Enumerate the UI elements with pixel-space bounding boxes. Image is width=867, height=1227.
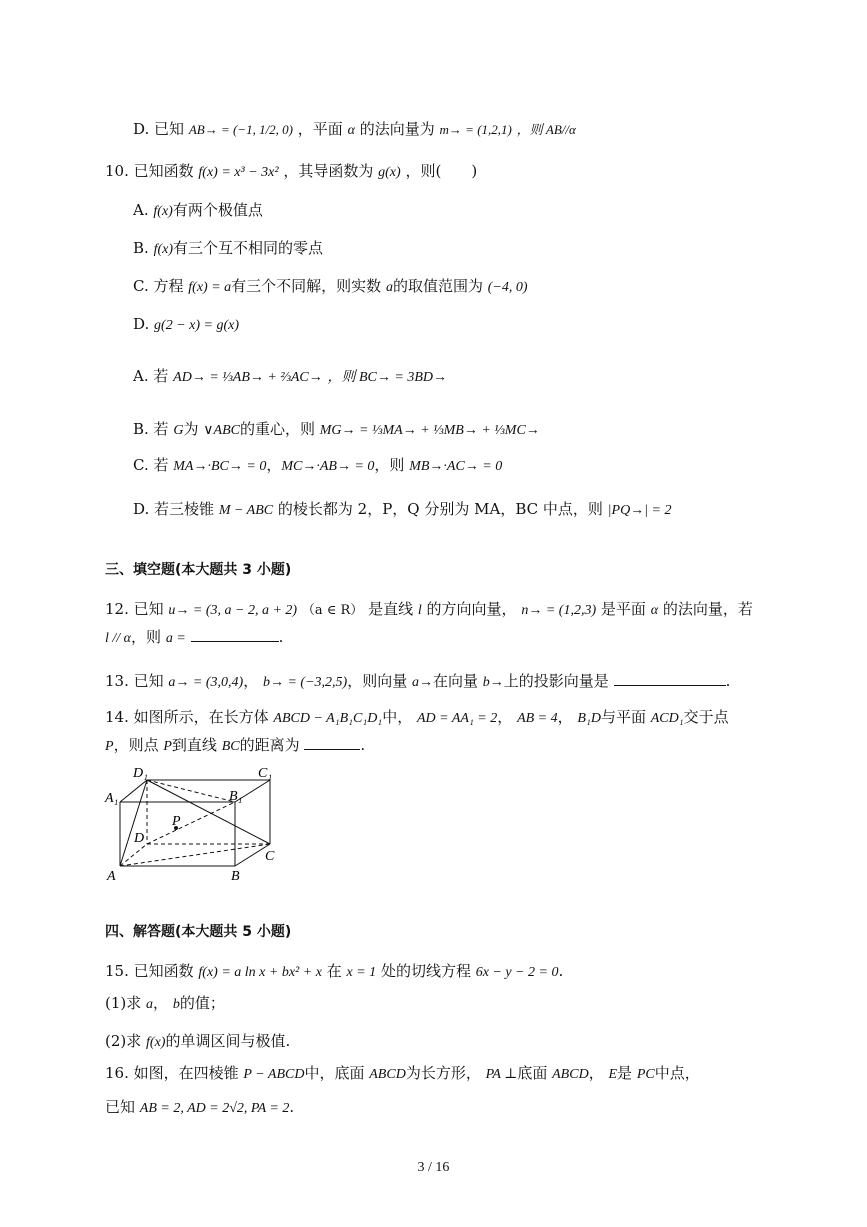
q10-prefix: 10. 已知函数 — [105, 162, 194, 180]
q9d-alpha: α — [347, 123, 355, 138]
q16-end: . — [289, 1098, 295, 1116]
section-3-heading: 三、填空题(本大题共 3 小题) — [105, 562, 292, 578]
q10d-math: g(2 − x) = g(x) — [154, 318, 240, 333]
q15-prefix: 15. 已知函数 — [105, 962, 194, 980]
q13 — [105, 670, 730, 694]
q15-text: 在 — [326, 962, 342, 980]
q14-cond1: AD = AA₁ = 2 — [416, 711, 498, 726]
q11-option-b — [133, 418, 540, 442]
q13-b2: b→ — [482, 675, 504, 690]
q14-sep2: ， — [557, 708, 573, 726]
q11d-math2: |PQ→| = 2 — [607, 503, 672, 518]
q14-solid: ABCD − A₁B₁C₁D₁ — [273, 711, 383, 726]
q9d-vector: AB→ = (−1, 1/2, 0) — [188, 122, 294, 137]
page-number: 3 / 16 — [417, 1160, 450, 1175]
q15-end: . — [558, 962, 564, 980]
q15-p1-text: 的值； — [179, 994, 225, 1012]
q14-end: . — [360, 736, 366, 754]
q14-sep: ， — [497, 708, 513, 726]
q10-stem — [105, 160, 477, 184]
q10b-label: B. — [133, 239, 149, 257]
q14-text: 与平面 — [600, 708, 646, 726]
q12-parallel: l // α — [105, 631, 132, 646]
label-a: A — [107, 869, 116, 884]
q16-base: ABCD — [369, 1067, 406, 1082]
q13-a2: a→ — [412, 675, 433, 690]
q10c-range: (−4, 0) — [487, 280, 528, 295]
q12-cond: （a ∈ R） — [301, 603, 364, 618]
label-b: B — [231, 869, 240, 884]
q14-text-to-line: 到直线 — [171, 736, 217, 754]
q16-line1 — [105, 1062, 700, 1086]
q10a-math: f(x) — [153, 204, 173, 219]
q16-line2 — [105, 1096, 294, 1120]
q10b-text: 有三个互不相同的零点 — [173, 239, 324, 257]
q9d-mid: ，平面 — [297, 120, 343, 138]
label-d: D — [134, 831, 145, 846]
q15-p2-text: 的单调区间与极值. — [165, 1032, 291, 1050]
q16-solid: P − ABCD — [243, 1067, 305, 1082]
label-c1: C₁ — [258, 766, 273, 781]
q15-x1: x = 1 — [346, 965, 377, 980]
q10c-text: 有三个不同解，则实数 — [231, 277, 382, 295]
q11-option-a — [133, 365, 447, 389]
q12-answer-blank[interactable] — [191, 627, 279, 642]
q11c-math1: MA→·BC→ = 0 — [173, 459, 267, 474]
label-d1: D₁ — [133, 766, 148, 781]
q15-part2 — [105, 1030, 290, 1054]
q11b-tri: ∨ABC — [203, 423, 240, 438]
q16-pa: PA ⊥ — [485, 1067, 518, 1082]
q10d-label: D. — [133, 315, 150, 333]
q15-func: f(x) = a ln x + bx² + x — [198, 965, 322, 980]
q12-text4: 的法向量，若 — [662, 600, 753, 618]
q14-bc: BC — [221, 739, 240, 754]
q16-sep: ， — [588, 1064, 604, 1082]
q12-prefix: 12. 已知 — [105, 600, 164, 618]
q15-text2: 处的切线方程 — [380, 962, 471, 980]
q16-base2: ABCD — [552, 1067, 589, 1082]
q11b-text: 为 — [183, 420, 199, 438]
q14-p: P — [105, 739, 114, 754]
q13-prefix: 13. 已知 — [105, 672, 164, 690]
q11a-tail: ，则 BC→ = 3BD→ — [327, 370, 447, 385]
q16-text4: 是 — [617, 1064, 633, 1082]
q12-line1 — [105, 598, 753, 622]
q15-p1-label: (1)求 — [105, 994, 142, 1012]
q14-p2: P — [163, 739, 172, 754]
q14-b1d: B₁D — [577, 711, 601, 726]
q16-given: 已知 — [105, 1098, 136, 1116]
section-4-heading: 四、解答题(本大题共 5 小题) — [105, 924, 292, 940]
q13-end: . — [725, 672, 731, 690]
q9d-mid2: 的法向量为 — [359, 120, 435, 138]
q11d-math: M − ABC — [218, 503, 274, 518]
q14-mid: 中， — [382, 708, 413, 726]
q14-distance: 的距离为 — [239, 736, 300, 754]
q16-text2: 为长方形， — [405, 1064, 481, 1082]
q10c-a: a — [385, 280, 393, 295]
q14-line2 — [105, 734, 365, 758]
q15-p1-sep: ， — [153, 994, 169, 1012]
q12-then: ，则 — [131, 628, 162, 646]
q16-pc: PC — [636, 1067, 655, 1082]
q12-n: n→ = (1,2,3) — [521, 603, 597, 618]
label-c: C — [265, 849, 275, 864]
q16-e: E — [608, 1067, 618, 1082]
q11b-label: B. 若 — [133, 420, 169, 438]
q10c-text2: 的取值范围为 — [392, 277, 483, 295]
q13-a: a→ = (3,0,4) — [168, 675, 244, 690]
q14-plane: ACD₁ — [650, 711, 684, 726]
q12-text: 是直线 — [368, 600, 414, 618]
q9d-prefix: D. 已知 — [133, 120, 185, 138]
q10b-math: f(x) — [153, 242, 174, 257]
q12-text3: 是平面 — [600, 600, 646, 618]
q12-alpha: α — [650, 603, 659, 618]
q16-text3: 底面 — [517, 1064, 548, 1082]
q11c-math2: MC→·AB→ = 0 — [281, 459, 375, 474]
label-b1: B₁ — [229, 789, 243, 804]
q9d-tail: ，则 AB//α — [516, 122, 576, 137]
cuboid-figure — [100, 762, 290, 887]
q11c-label: C. 若 — [133, 456, 169, 474]
q13-text2: 在向量 — [433, 672, 479, 690]
q10-option-d — [133, 313, 239, 337]
q11d-label: D. 若三棱锥 — [133, 500, 215, 518]
q10-option-c — [133, 275, 528, 299]
q10a-text: 有两个极值点 — [172, 201, 263, 219]
q13-text3: 上的投影向量是 — [503, 672, 609, 690]
q13-sep: ， — [243, 672, 259, 690]
q10-option-b — [133, 237, 323, 261]
q10-mid: ，其导函数为 — [283, 162, 374, 180]
q11-option-d — [133, 498, 671, 522]
q12-text2: 的方向向量， — [426, 600, 517, 618]
q10a-label: A. — [133, 201, 149, 219]
q15-p1-b: b — [172, 997, 180, 1012]
q10-option-a — [133, 199, 263, 223]
q12-end: . — [278, 628, 284, 646]
q11a-math: AD→ = ⅓AB→ + ⅔AC→ — [173, 370, 323, 385]
q11b-math: MG→ = ⅓MA→ + ⅓MB→ + ⅓MC→ — [319, 423, 540, 438]
q15-part1 — [105, 992, 225, 1016]
q13-text: ，则向量 — [347, 672, 408, 690]
q13-answer-blank[interactable] — [614, 671, 726, 686]
q14-line1 — [105, 706, 729, 730]
q10c-math: f(x) = a — [188, 280, 232, 295]
q11b-g: G — [173, 423, 184, 438]
q10-tail: ，则( ) — [405, 162, 478, 180]
q10-gx: g(x) — [378, 165, 401, 180]
q10c-label: C. 方程 — [133, 277, 184, 295]
q13-b: b→ = (−3,2,5) — [262, 675, 348, 690]
q14-text2: 交于点 — [683, 708, 729, 726]
label-p: P — [172, 814, 181, 829]
q11-option-c — [133, 454, 502, 478]
q12-u: u→ = (3, a − 2, a + 2) — [168, 603, 298, 618]
q15-stem — [105, 960, 563, 984]
q12-line2 — [105, 626, 283, 650]
q16-conditions: AB = 2, AD = 2√2, PA = 2 — [139, 1101, 290, 1116]
q16-text: 中，底面 — [304, 1064, 365, 1082]
label-a1: A₁ — [105, 791, 119, 806]
q11b-text2: 的重心，则 — [239, 420, 315, 438]
q15-p1-a: a — [146, 997, 154, 1012]
q11a-label: A. 若 — [133, 367, 169, 385]
q11c-sep: ， — [266, 456, 282, 474]
q14-cond2: AB = 4 — [517, 711, 558, 726]
q12-a: a = — [165, 631, 186, 646]
q11d-text: 的棱长都为 2，P，Q 分别为 MA，BC 中点，则 — [277, 500, 603, 518]
q9d-normal: m→ = (1,2,1) — [439, 122, 512, 137]
q14-then: ，则点 — [113, 736, 159, 754]
q9-option-d — [133, 118, 576, 142]
q16-prefix: 16. 如图，在四棱锥 — [105, 1064, 239, 1082]
q15-p2-math: f(x) — [146, 1035, 166, 1050]
q16-text5: 中点， — [654, 1064, 700, 1082]
q14-answer-blank[interactable] — [304, 735, 360, 750]
q14-prefix: 14. 如图所示，在长方体 — [105, 708, 269, 726]
q15-p2-label: (2)求 — [105, 1032, 142, 1050]
q10-func: f(x) = x³ − 3x² — [198, 165, 279, 180]
q11c-math3: MB→·AC→ = 0 — [409, 459, 503, 474]
q15-tangent: 6x − y − 2 = 0 — [475, 965, 559, 980]
q11c-tail: ，则 — [374, 456, 405, 474]
q12-l: l — [417, 603, 422, 618]
